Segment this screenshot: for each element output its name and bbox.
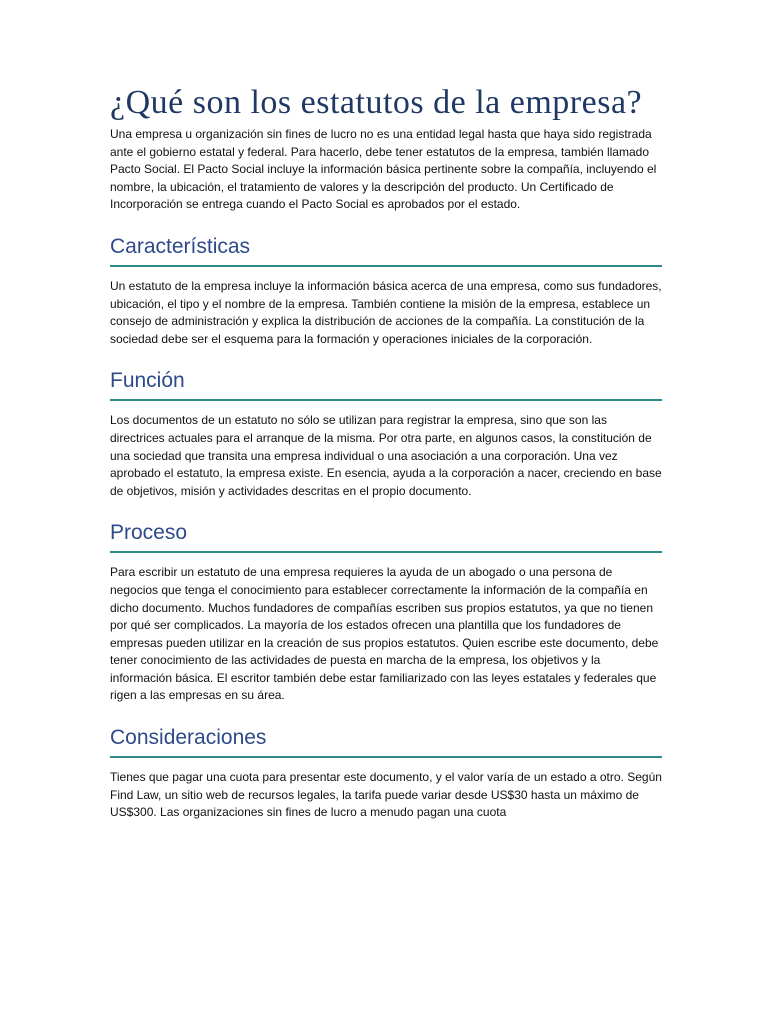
section-caracteristicas <box>110 234 662 348</box>
section-paragraph: Un estatuto de la empresa incluye la información básica acerca de una empresa, como sus fundadores, ubicación, el tipo y el nombre de la empresa. También contiene la misión de la empresa, establece un consejo de administración y explica la distribución de acciones de la compañía. La constitución de la sociedad debe ser el esquema para la formación y operaciones iniciales de la corporación. <box>110 278 662 346</box>
document-title: ¿Qué son los estatutos de la empresa? <box>110 84 643 121</box>
section-heading: Función <box>110 368 662 401</box>
section-heading: Proceso <box>110 520 662 553</box>
intro-paragraph: Una empresa u organización sin fines de lucro no es una entidad legal hasta que haya sido registrada ante el gobierno estatal y federal. Para hacerlo, debe tener estatutos de la empresa, también llamado Pacto Social. El Pacto Social incluye la información básica pertinente sobre la compañía, incluyendo el nombre, la ubicación, el tratamiento de valores y la descripción del producto. Un Certificado de Incorporación se entrega cuando el Pacto Social es aprobados por el estado. <box>110 127 657 212</box>
section-proceso <box>110 520 662 705</box>
section-paragraph: Los documentos de un estatuto no sólo se utilizan para registrar la empresa, sino que son las directrices actuales para el arranque de la misma. Por otra parte, en algunos casos, la constitución de una sociedad que transita una empresa individual o una asociación a una corporación. Una vez aprobado el estatuto, la empresa existe. En esencia, ayuda a la corporación a nacer, creciendo en base de objetivos, misión y actividades descritas en el propio documento. <box>110 413 662 498</box>
section-heading: Características <box>110 234 662 267</box>
section-heading: Consideraciones <box>110 725 662 758</box>
section-paragraph: Tienes que pagar una cuota para presentar este documento, y el valor varía de un estado a otro. Según Find Law, un sitio web de recursos legales, la tarifa puede variar desde US$30 hasta un máximo de US$300. Las organizaciones sin fines de lucro a menudo pagan una cuota <box>110 770 662 820</box>
section-funcion <box>110 368 662 500</box>
document-page <box>110 84 662 822</box>
section-consideraciones <box>110 725 662 822</box>
section-paragraph: Para escribir un estatuto de una empresa requieres la ayuda de un abogado o una persona de negocios que tenga el conocimiento para establecer correctamente la información de la compañía en dicho documento. Muchos fundadores de compañías escriben sus propios estatutos, ya que no tienen por qué ser complicados. La mayoría de los estados ofrecen una plantilla que los fundadores de empresas pueden utilizar en la creación de sus propios estatutos. Quien escribe este documento, debe tener conocimiento de las actividades de puesta en marcha de la empresa, los objetivos y la información básica. El escritor también debe estar familiarizado con las leyes estatales y federales que rigen a las empresas en su área. <box>110 565 659 703</box>
